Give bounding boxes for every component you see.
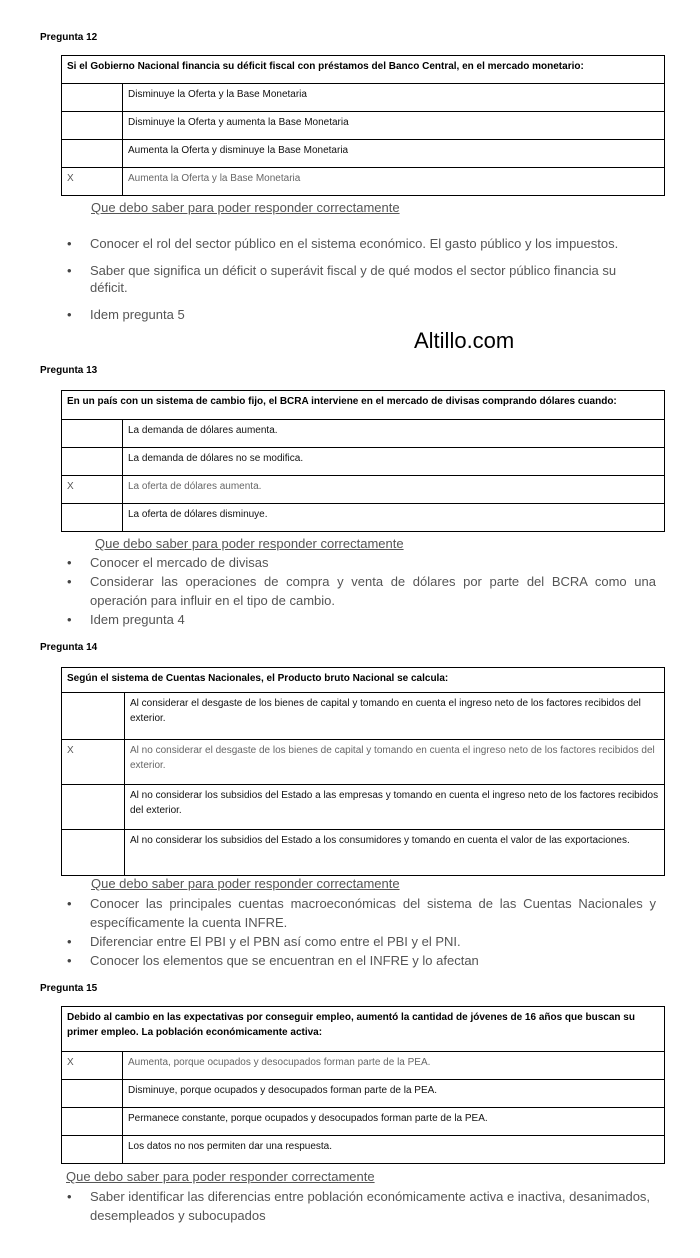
answer-mark <box>62 420 123 448</box>
option-text: Los datos no nos permiten dar una respuesta. <box>123 1136 665 1164</box>
question-title: Pregunta 14 <box>40 642 98 653</box>
list-item: • Considerar las operaciones de compra y venta de dólares por parte del BCRA como una operación para influir en el tipo de cambio. <box>61 572 656 610</box>
question-stem: Si el Gobierno Nacional financia su déficit fiscal con préstamos del Banco Central, en el mercado monetario: <box>62 56 665 84</box>
study-guide-link[interactable]: Que debo saber para poder responder correctamente <box>91 876 400 891</box>
question-title: Pregunta 13 <box>40 365 98 376</box>
option-text: Aumenta, porque ocupados y desocupados forman parte de la PEA. <box>123 1052 665 1080</box>
question-table <box>61 55 665 196</box>
question-table <box>61 667 665 876</box>
answer-mark <box>62 1136 123 1164</box>
question-stem: Según el sistema de Cuentas Nacionales, el Producto bruto Nacional se calcula: <box>62 668 665 693</box>
answer-mark <box>62 140 123 168</box>
option-text: Al considerar el desgaste de los bienes de capital y tomando en cuenta el ingreso neto de los factores recibidos del exterior. <box>125 693 665 740</box>
option-text: La demanda de dólares no se modifica. <box>123 448 665 476</box>
watermark-text: Altillo.com <box>414 328 515 353</box>
study-guide-link[interactable]: Que debo saber para poder responder correctamente <box>66 1169 375 1184</box>
list-item: • Conocer las principales cuentas macroeconómicas del sistema de las Cuentas Nacionales y específicamente la cuenta INFRE. <box>61 894 656 932</box>
answer-mark <box>62 1080 123 1108</box>
option-text: La oferta de dólares disminuye. <box>123 504 665 532</box>
list-item: • Idem pregunta 4 <box>61 610 656 629</box>
option-text: Disminuye, porque ocupados y desocupados forman parte de la PEA. <box>123 1080 665 1108</box>
list-item: • Conocer los elementos que se encuentran en el INFRE y lo afectan <box>61 951 656 970</box>
answer-mark <box>62 693 125 740</box>
answer-mark: X <box>62 740 125 785</box>
option-text: La demanda de dólares aumenta. <box>123 420 665 448</box>
bullet-list <box>61 1187 656 1225</box>
list-item: • Idem pregunta 5 <box>61 306 651 323</box>
option-text: Al no considerar los subsidios del Estado a los consumidores y tomando en cuenta el valor de las exportaciones. <box>125 830 665 876</box>
answer-mark <box>62 448 123 476</box>
option-text: Disminuye la Oferta y la Base Monetaria <box>123 84 665 112</box>
answer-mark <box>62 112 123 140</box>
bullet-list <box>61 235 651 323</box>
answer-mark <box>62 504 123 532</box>
bullet-list <box>61 553 656 629</box>
answer-mark: X <box>62 1052 123 1080</box>
question-table <box>61 1006 665 1164</box>
question-title: Pregunta 15 <box>40 983 98 994</box>
option-text: Aumenta la Oferta y disminuye la Base Monetaria <box>123 140 665 168</box>
list-item: • Saber identificar las diferencias entre población económicamente activa e inactiva, desanimados, desempleados y subocupados <box>61 1187 656 1225</box>
answer-mark <box>62 1108 123 1136</box>
list-item: • Conocer el rol del sector público en el sistema económico. El gasto público y los impuestos. <box>61 235 651 252</box>
option-text: Aumenta la Oferta y la Base Monetaria <box>123 168 665 196</box>
option-text: Al no considerar el desgaste de los bienes de capital y tomando en cuenta el ingreso neto de los factores recibidos del exterior. <box>125 740 665 785</box>
list-item: • Diferenciar entre El PBI y el PBN así como entre el PBI y el PNI. <box>61 932 656 951</box>
answer-mark: X <box>62 168 123 196</box>
option-text: Disminuye la Oferta y aumenta la Base Monetaria <box>123 112 665 140</box>
study-guide-link[interactable]: Que debo saber para poder responder correctamente <box>91 200 400 215</box>
option-text: Al no considerar los subsidios del Estado a las empresas y tomando en cuenta el ingreso neto de los factores recibidos del exterior. <box>125 785 665 830</box>
answer-mark <box>62 785 125 830</box>
question-stem: Debido al cambio en las expectativas por conseguir empleo, aumentó la cantidad de jóvenes de 16 años que buscan su primer empleo. La población económicamente activa: <box>62 1007 665 1052</box>
study-guide-link[interactable]: Que debo saber para poder responder correctamente <box>95 536 404 551</box>
option-text: Permanece constante, porque ocupados y desocupados forman parte de la PEA. <box>123 1108 665 1136</box>
option-text: La oferta de dólares aumenta. <box>123 476 665 504</box>
bullet-list <box>61 894 656 970</box>
list-item: • Conocer el mercado de divisas <box>61 553 656 572</box>
answer-mark <box>62 84 123 112</box>
question-title: Pregunta 12 <box>40 32 98 43</box>
answer-mark <box>62 830 125 876</box>
list-item: • Saber que significa un déficit o superávit fiscal y de qué modos el sector público financia su déficit. <box>61 262 651 296</box>
question-stem: En un país con un sistema de cambio fijo, el BCRA interviene en el mercado de divisas comprando dólares cuando: <box>62 391 665 420</box>
answer-mark: X <box>62 476 123 504</box>
question-table <box>61 390 665 532</box>
